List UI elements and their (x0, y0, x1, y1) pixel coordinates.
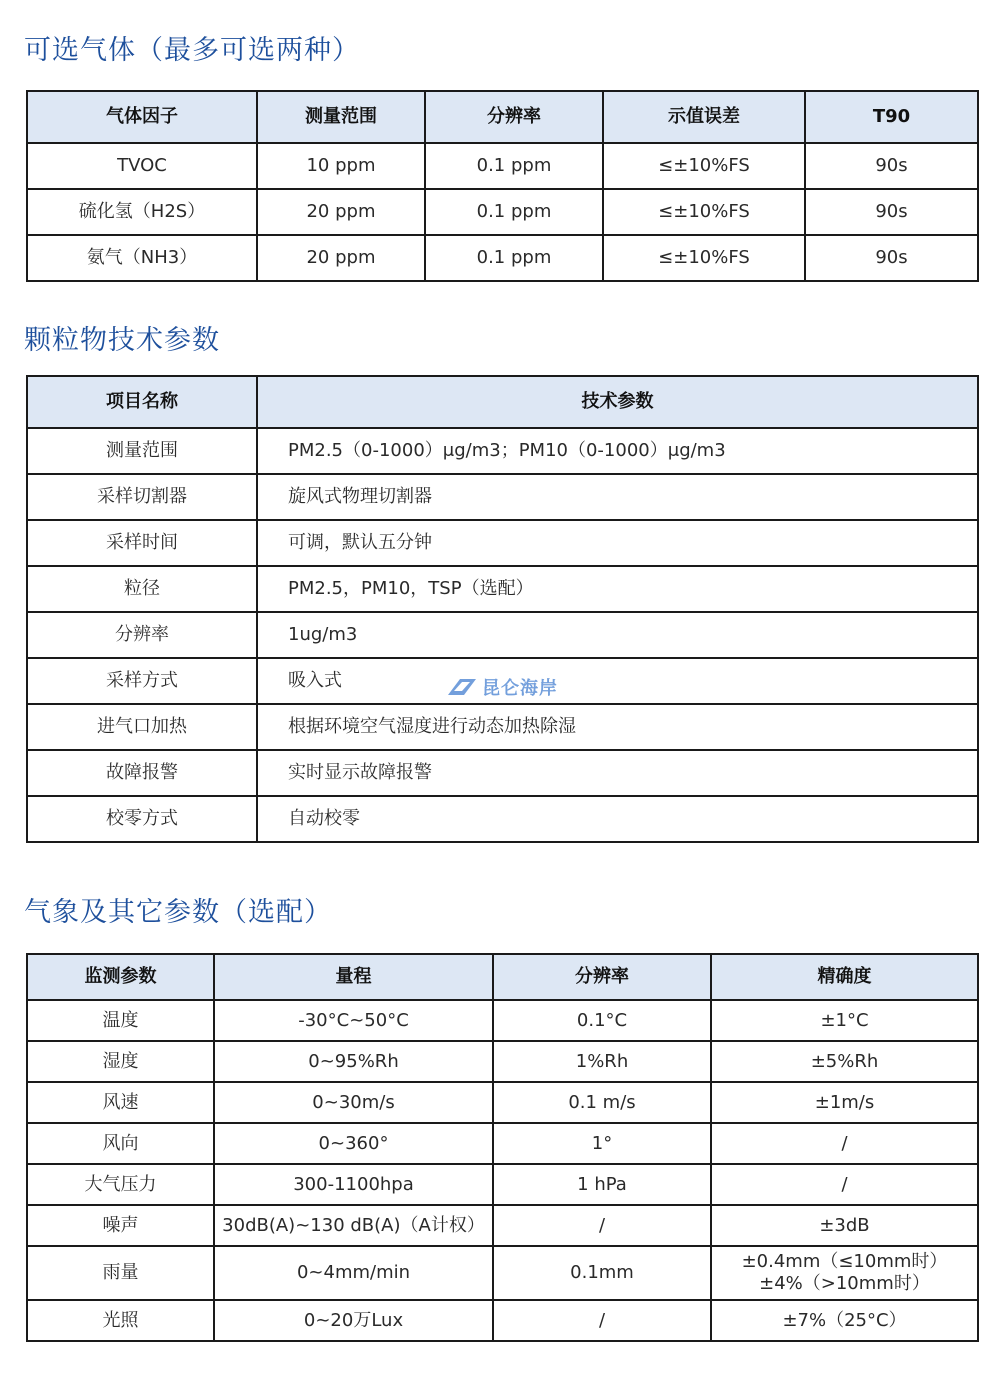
table-cell: 采样方式 (27, 658, 257, 704)
table-cell: 进气口加热 (27, 704, 257, 750)
table-cell: 0.1 ppm (425, 189, 603, 235)
table-cell: / (493, 1205, 711, 1246)
table-cell: 30dB(A)~130 dB(A)（A计权） (214, 1205, 493, 1246)
table-cell: 风速 (27, 1082, 214, 1123)
header-cell: 技术参数 (257, 376, 978, 428)
table-cell: 20 ppm (257, 189, 425, 235)
table-cell: 采样切割器 (27, 474, 257, 520)
table-cell: 湿度 (27, 1041, 214, 1082)
table-cell: 0~30m/s (214, 1082, 493, 1123)
table-row (27, 750, 978, 796)
table-cell: ≤±10%FS (603, 189, 805, 235)
table-cell: 根据环境空气湿度进行动态加热除湿 (257, 704, 978, 750)
table-cell: 故障报警 (27, 750, 257, 796)
table-cell: 氨气（NH3） (27, 235, 257, 281)
table-row (27, 612, 978, 658)
weather-table (26, 953, 979, 1342)
table-cell: ±7%（25°C） (711, 1300, 978, 1341)
table-cell: 光照 (27, 1300, 214, 1341)
table-cell: 10 ppm (257, 143, 425, 189)
header-cell: 气体因子 (27, 91, 257, 143)
table-cell: 测量范围 (27, 428, 257, 474)
table-row (27, 143, 978, 189)
particle-table (26, 375, 979, 843)
table-cell: 1%Rh (493, 1041, 711, 1082)
table-cell: TVOC (27, 143, 257, 189)
table-cell: ≤±10%FS (603, 143, 805, 189)
table-row (27, 1300, 978, 1341)
table-cell: / (711, 1164, 978, 1205)
header-cell: T90 (805, 91, 978, 143)
header-cell: 监测参数 (27, 954, 214, 1000)
table-cell: 20 ppm (257, 235, 425, 281)
table-cell: ≤±10%FS (603, 235, 805, 281)
table-cell: 自动校零 (257, 796, 978, 842)
table-row (27, 520, 978, 566)
table-row (27, 189, 978, 235)
particle-section-title: 颗粒物技术参数 (24, 325, 220, 356)
table-cell: 噪声 (27, 1205, 214, 1246)
table-row (27, 235, 978, 281)
table-cell: ±5%Rh (711, 1041, 978, 1082)
table-row (27, 566, 978, 612)
watermark-text: 昆仑海岸 (482, 678, 558, 699)
table-cell: 分辨率 (27, 612, 257, 658)
table-cell: 硫化氢（H2S） (27, 189, 257, 235)
gas-section-title: 可选气体（最多可选两种） (24, 35, 360, 66)
table-cell: 0~360° (214, 1123, 493, 1164)
table-cell: 1 hPa (493, 1164, 711, 1205)
header-cell: 分辨率 (493, 954, 711, 1000)
table-row (27, 1246, 978, 1300)
table-cell: 校零方式 (27, 796, 257, 842)
header-cell: 项目名称 (27, 376, 257, 428)
header-cell: 示值误差 (603, 91, 805, 143)
table-cell: 0~95%Rh (214, 1041, 493, 1082)
table-cell: 0.1 ppm (425, 235, 603, 281)
brand-logo-icon (444, 677, 478, 697)
table-row (27, 1123, 978, 1164)
table-cell: / (493, 1300, 711, 1341)
header-cell: 量程 (214, 954, 493, 1000)
table-row (27, 1000, 978, 1041)
table-cell: 0~20万Lux (214, 1300, 493, 1341)
brand-watermark (444, 676, 558, 698)
table-cell: 粒径 (27, 566, 257, 612)
table-row (27, 1164, 978, 1205)
table-cell: / (711, 1123, 978, 1164)
table-cell: 采样时间 (27, 520, 257, 566)
table-cell: -30°C~50°C (214, 1000, 493, 1041)
table-cell: 旋风式物理切割器 (257, 474, 978, 520)
header-cell: 分辨率 (425, 91, 603, 143)
table-cell: 0~4mm/min (214, 1246, 493, 1300)
table-row (27, 1082, 978, 1123)
table-cell: 1° (493, 1123, 711, 1164)
table-row (27, 474, 978, 520)
accuracy-line: ±0.4mm（≤10mm时） (741, 1251, 948, 1273)
table-cell (711, 1246, 978, 1300)
table-cell: 大气压力 (27, 1164, 214, 1205)
table-cell: ±3dB (711, 1205, 978, 1246)
table-row (27, 428, 978, 474)
table-cell: 0.1°C (493, 1000, 711, 1041)
table-cell: 90s (805, 143, 978, 189)
table-cell: 300-1100hpa (214, 1164, 493, 1205)
table-row (27, 1041, 978, 1082)
table-cell: 吸入式 (257, 658, 978, 704)
accuracy-line: ±4%（>10mm时） (759, 1273, 930, 1294)
header-cell: 精确度 (711, 954, 978, 1000)
table-cell: PM2.5（0-1000）μg/m3；PM10（0-1000）μg/m3 (257, 428, 978, 474)
table-cell: 90s (805, 235, 978, 281)
table-cell: 雨量 (27, 1246, 214, 1300)
table-cell: 1ug/m3 (257, 612, 978, 658)
table-cell: 0.1 ppm (425, 143, 603, 189)
table-row (27, 1205, 978, 1246)
table-cell: 实时显示故障报警 (257, 750, 978, 796)
gas-table (26, 90, 979, 282)
table-header-row (27, 91, 978, 143)
table-cell: ±1m/s (711, 1082, 978, 1123)
weather-section-title: 气象及其它参数（选配） (24, 897, 332, 928)
table-row (27, 796, 978, 842)
table-header-row (27, 954, 978, 1000)
table-cell: 风向 (27, 1123, 214, 1164)
table-cell: 90s (805, 189, 978, 235)
table-row (27, 704, 978, 750)
header-cell: 测量范围 (257, 91, 425, 143)
table-cell: 温度 (27, 1000, 214, 1041)
table-cell: ±1°C (711, 1000, 978, 1041)
table-cell: 可调，默认五分钟 (257, 520, 978, 566)
table-header-row (27, 376, 978, 428)
table-cell: 0.1 m/s (493, 1082, 711, 1123)
table-cell: PM2.5，PM10，TSP（选配） (257, 566, 978, 612)
table-cell: 0.1mm (493, 1246, 711, 1300)
